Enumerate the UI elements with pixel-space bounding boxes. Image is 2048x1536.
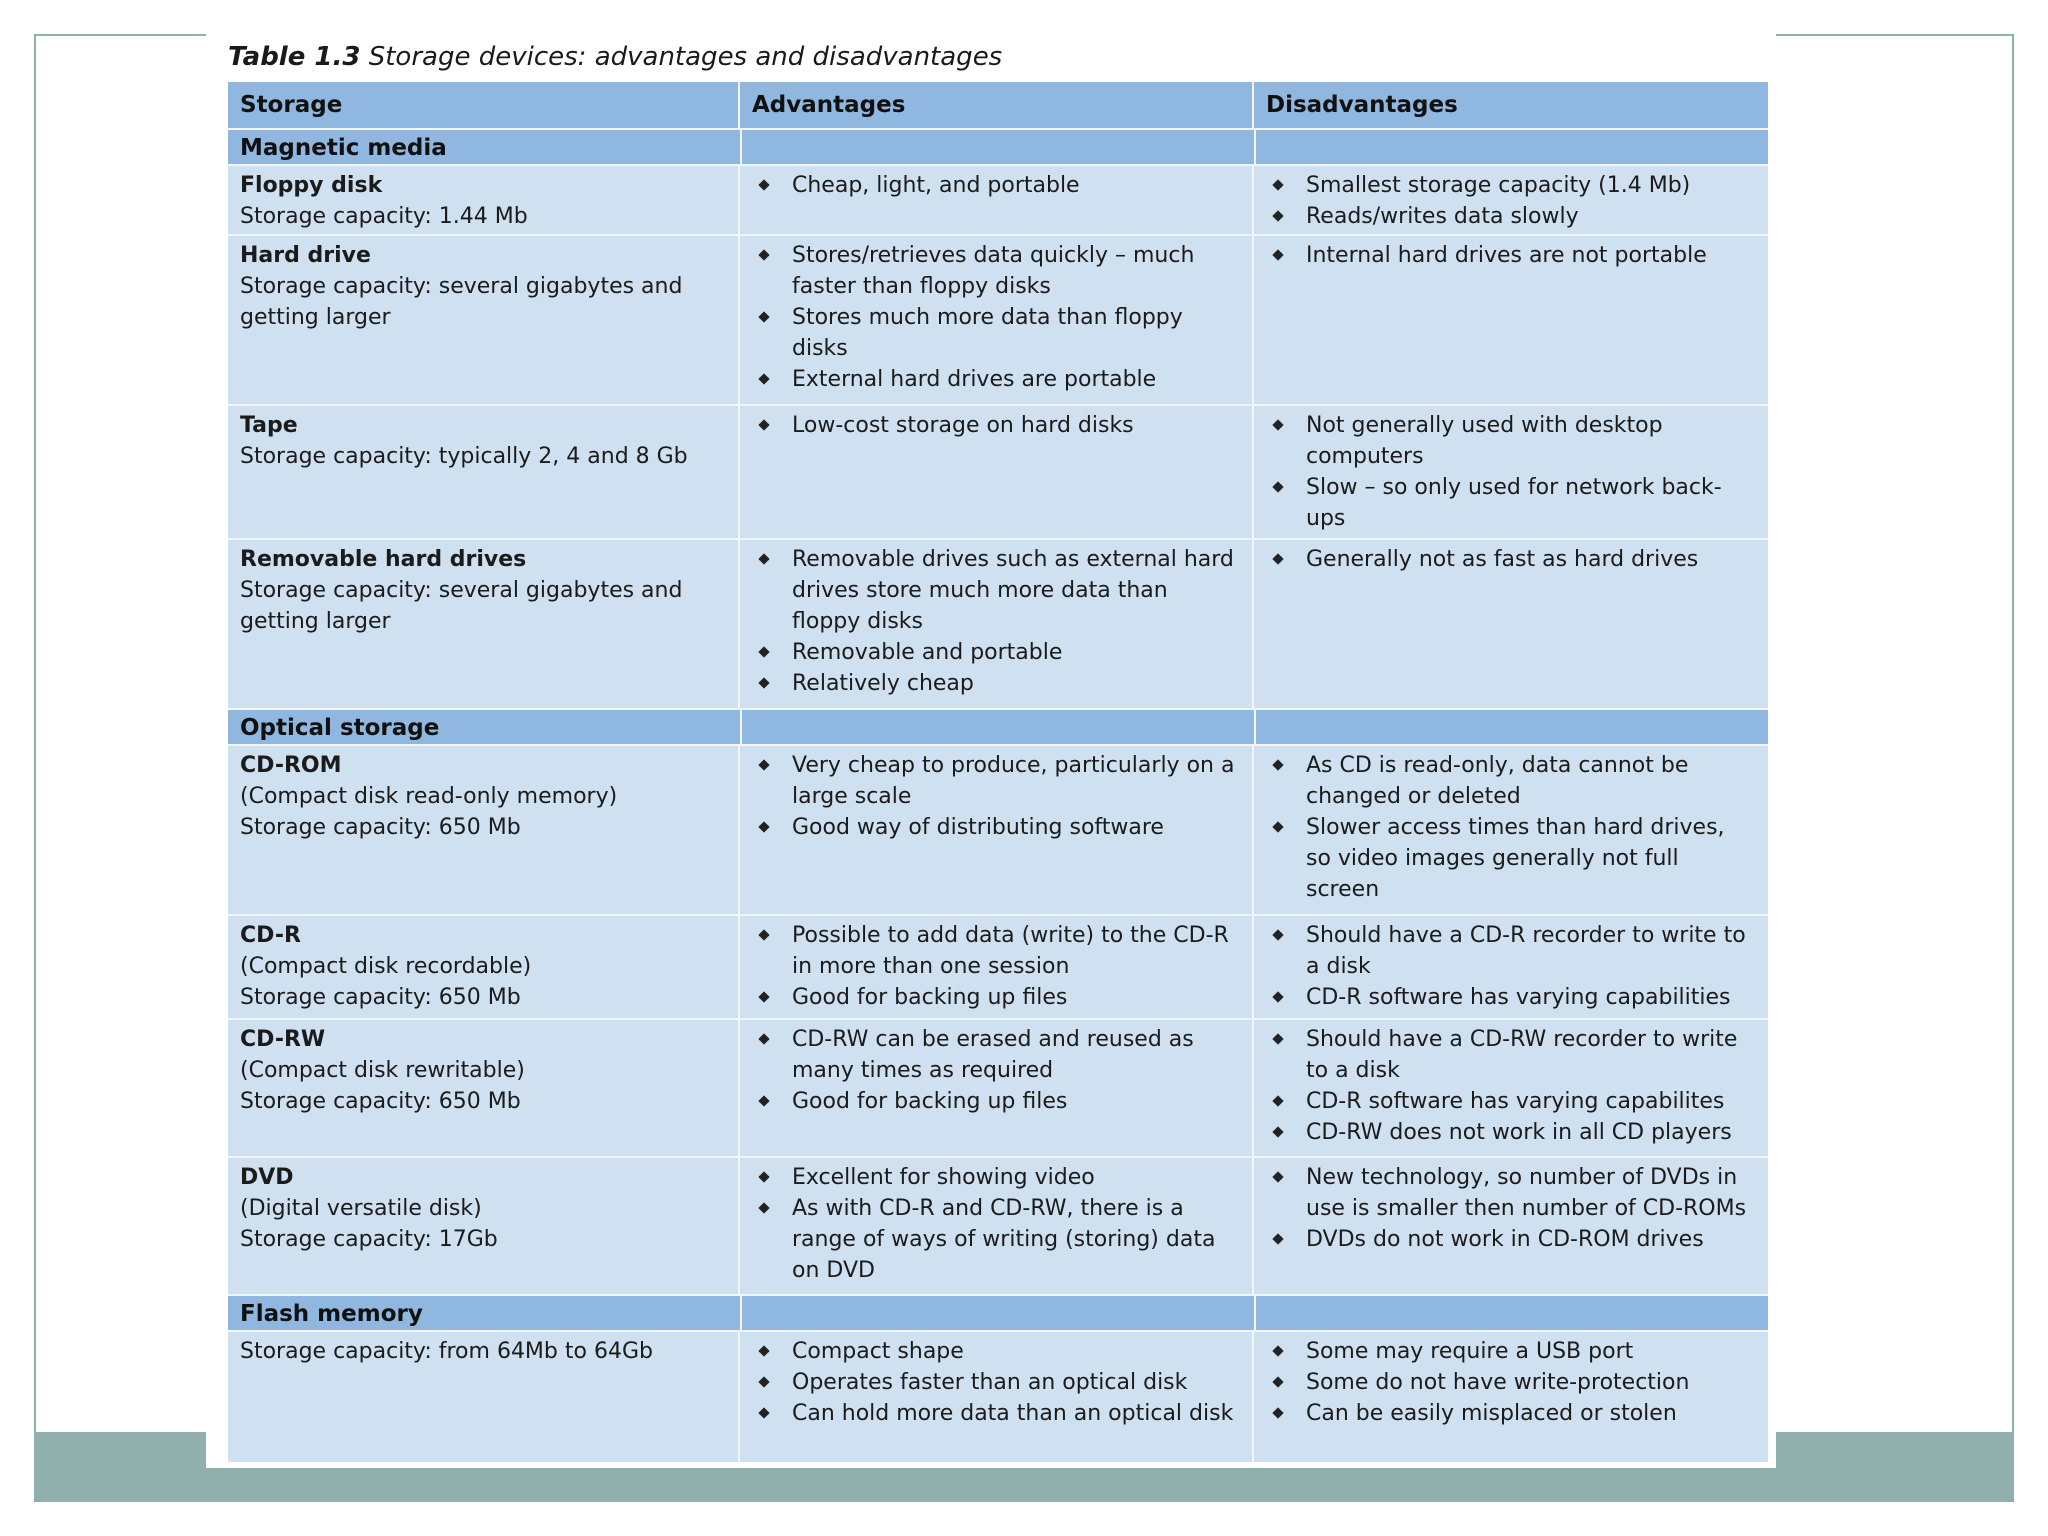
disadvantage-item: New technology, so number of DVDs in use is smaller then number of CD-ROMs [1266,1162,1756,1224]
storage-detail: Storage capacity: 650 Mb [240,985,521,1010]
table-header-row [228,82,1768,128]
header-storage: Storage [228,82,740,128]
table-caption-title: Storage devices: advantages and disadvantages [368,42,1003,72]
storage-detail: (Compact disk read-only memory) [240,784,618,809]
disadvantage-item: Not generally used with desktop computers [1266,410,1756,472]
advantages-cell [740,166,1254,234]
storage-name: CD-ROM [240,753,342,778]
advantage-item: Good for backing up files [752,982,1240,1013]
disadvantage-item: Some may require a USB port [1266,1336,1756,1367]
advantage-item: Compact shape [752,1336,1240,1367]
disadvantage-item: Internal hard drives are not portable [1266,240,1756,271]
advantages-cell [740,1158,1254,1294]
disadvantage-item: Should have a CD-R recorder to write to a disk [1266,920,1756,982]
disadvantage-item: Some do not have write-protection [1266,1367,1756,1398]
slide-frame-top-left [34,34,206,36]
disadvantage-item: Smallest storage capacity (1.4 Mb) [1266,170,1756,201]
advantage-item: Stores/retrieves data quickly – much faster than floppy disks [752,240,1240,302]
disadvantages-cell [1254,166,1768,234]
storage-cell [228,166,740,234]
storage-cell [228,540,740,708]
storage-detail: (Compact disk rewritable) [240,1058,525,1083]
storage-name: Floppy disk [240,173,383,198]
section-header-flash-memory [228,1294,1768,1330]
storage-table [228,82,1768,1462]
disadvantage-item: Slow – so only used for network back-ups [1266,472,1756,534]
slide-frame-top-right [1776,34,2014,36]
disadvantages-cell [1254,916,1768,1018]
storage-name: Tape [240,413,298,438]
advantage-item: Possible to add data (write) to the CD-R in more than one session [752,920,1240,982]
disadvantages-cell [1254,540,1768,708]
storage-cell [228,1332,740,1462]
table-row-cd-rw [228,1018,1768,1156]
disadvantage-item: CD-R software has varying capabilites [1266,1086,1756,1117]
scanned-table-page [206,30,1776,1468]
disadvantage-item: CD-RW does not work in all CD players [1266,1117,1756,1148]
advantages-cell [740,236,1254,404]
disadvantage-item: Can be easily misplaced or stolen [1266,1398,1756,1429]
table-row-cd-rom [228,744,1768,914]
section-header-magnetic-media [228,128,1768,164]
table-row-flash-memory [228,1330,1768,1462]
advantage-item: Relatively cheap [752,668,1240,699]
disadvantages-cell [1254,1332,1768,1462]
advantage-item: Low-cost storage on hard disks [752,410,1240,441]
table-row-dvd [228,1156,1768,1294]
storage-detail: Storage capacity: several gigabytes and getting larger [240,578,683,634]
advantage-item: External hard drives are portable [752,364,1240,395]
table-row-hard-drive [228,234,1768,404]
slide-frame-right [2012,34,2014,1502]
storage-detail: Storage capacity: from 64Mb to 64Gb [240,1339,653,1364]
storage-name: DVD [240,1165,294,1190]
table-caption [228,42,1002,72]
advantages-cell [740,916,1254,1018]
disadvantages-cell [1254,236,1768,404]
advantage-item: Can hold more data than an optical disk [752,1398,1240,1429]
advantage-item: Removable drives such as external hard drives store much more data than floppy disks [752,544,1240,637]
storage-detail: Storage capacity: typically 2, 4 and 8 Gb [240,444,688,469]
table-row-cd-r [228,914,1768,1018]
storage-name: Hard drive [240,243,371,268]
advantage-item: Good way of distributing software [752,812,1240,843]
section-title: Magnetic media [240,135,447,161]
disadvantage-item: DVDs do not work in CD-ROM drives [1266,1224,1756,1255]
disadvantage-item: Should have a CD-RW recorder to write to a disk [1266,1024,1756,1086]
slide-frame-left [34,34,36,1502]
storage-name: CD-R [240,923,301,948]
storage-cell [228,1158,740,1294]
advantage-item: Removable and portable [752,637,1240,668]
table-row-floppy-disk [228,164,1768,234]
disadvantages-cell [1254,406,1768,538]
storage-detail: (Compact disk recordable) [240,954,532,979]
advantages-cell [740,1020,1254,1156]
table-caption-number: Table 1.3 [228,42,361,72]
disadvantages-cell [1254,1020,1768,1156]
storage-cell [228,1020,740,1156]
storage-name: Removable hard drives [240,547,527,572]
advantage-item: CD-RW can be erased and reused as many times as required [752,1024,1240,1086]
header-disadvantages: Disadvantages [1266,92,1458,118]
storage-detail: Storage capacity: 1.44 Mb [240,204,528,229]
storage-detail: Storage capacity: 650 Mb [240,815,521,840]
storage-detail: Storage capacity: 650 Mb [240,1089,521,1114]
disadvantage-item: Generally not as fast as hard drives [1266,544,1756,575]
section-title: Flash memory [240,1301,423,1327]
advantages-cell [740,540,1254,708]
advantage-item: Cheap, light, and portable [752,170,1240,201]
advantage-item: Excellent for showing video [752,1162,1240,1193]
disadvantages-cell [1254,746,1768,914]
advantage-item: Very cheap to produce, particularly on a large scale [752,750,1240,812]
disadvantage-item: As CD is read-only, data cannot be changed or deleted [1266,750,1756,812]
advantages-cell [740,746,1254,914]
disadvantage-item: Slower access times than hard drives, so video images generally not full screen [1266,812,1756,905]
advantage-item: As with CD-R and CD-RW, there is a range of ways of writing (storing) data on DVD [752,1193,1240,1286]
advantage-item: Operates faster than an optical disk [752,1367,1240,1398]
section-title: Optical storage [240,715,440,741]
table-row-tape [228,404,1768,538]
section-header-optical-storage [228,708,1768,744]
table-row-removable-hard-drives [228,538,1768,708]
storage-cell [228,406,740,538]
advantage-item: Good for backing up files [752,1086,1240,1117]
storage-cell [228,916,740,1018]
storage-cell [228,746,740,914]
storage-cell [228,236,740,404]
advantage-item: Stores much more data than floppy disks [752,302,1240,364]
disadvantages-cell [1254,1158,1768,1294]
storage-name: CD-RW [240,1027,326,1052]
advantages-cell [740,1332,1254,1462]
storage-detail: Storage capacity: several gigabytes and getting larger [240,274,683,330]
disadvantage-item: Reads/writes data slowly [1266,201,1756,232]
storage-detail: (Digital versatile disk) [240,1196,482,1221]
disadvantage-item: CD-R software has varying capabilities [1266,982,1756,1013]
advantages-cell [740,406,1254,538]
storage-detail: Storage capacity: 17Gb [240,1227,498,1252]
header-advantages: Advantages [740,82,1254,128]
